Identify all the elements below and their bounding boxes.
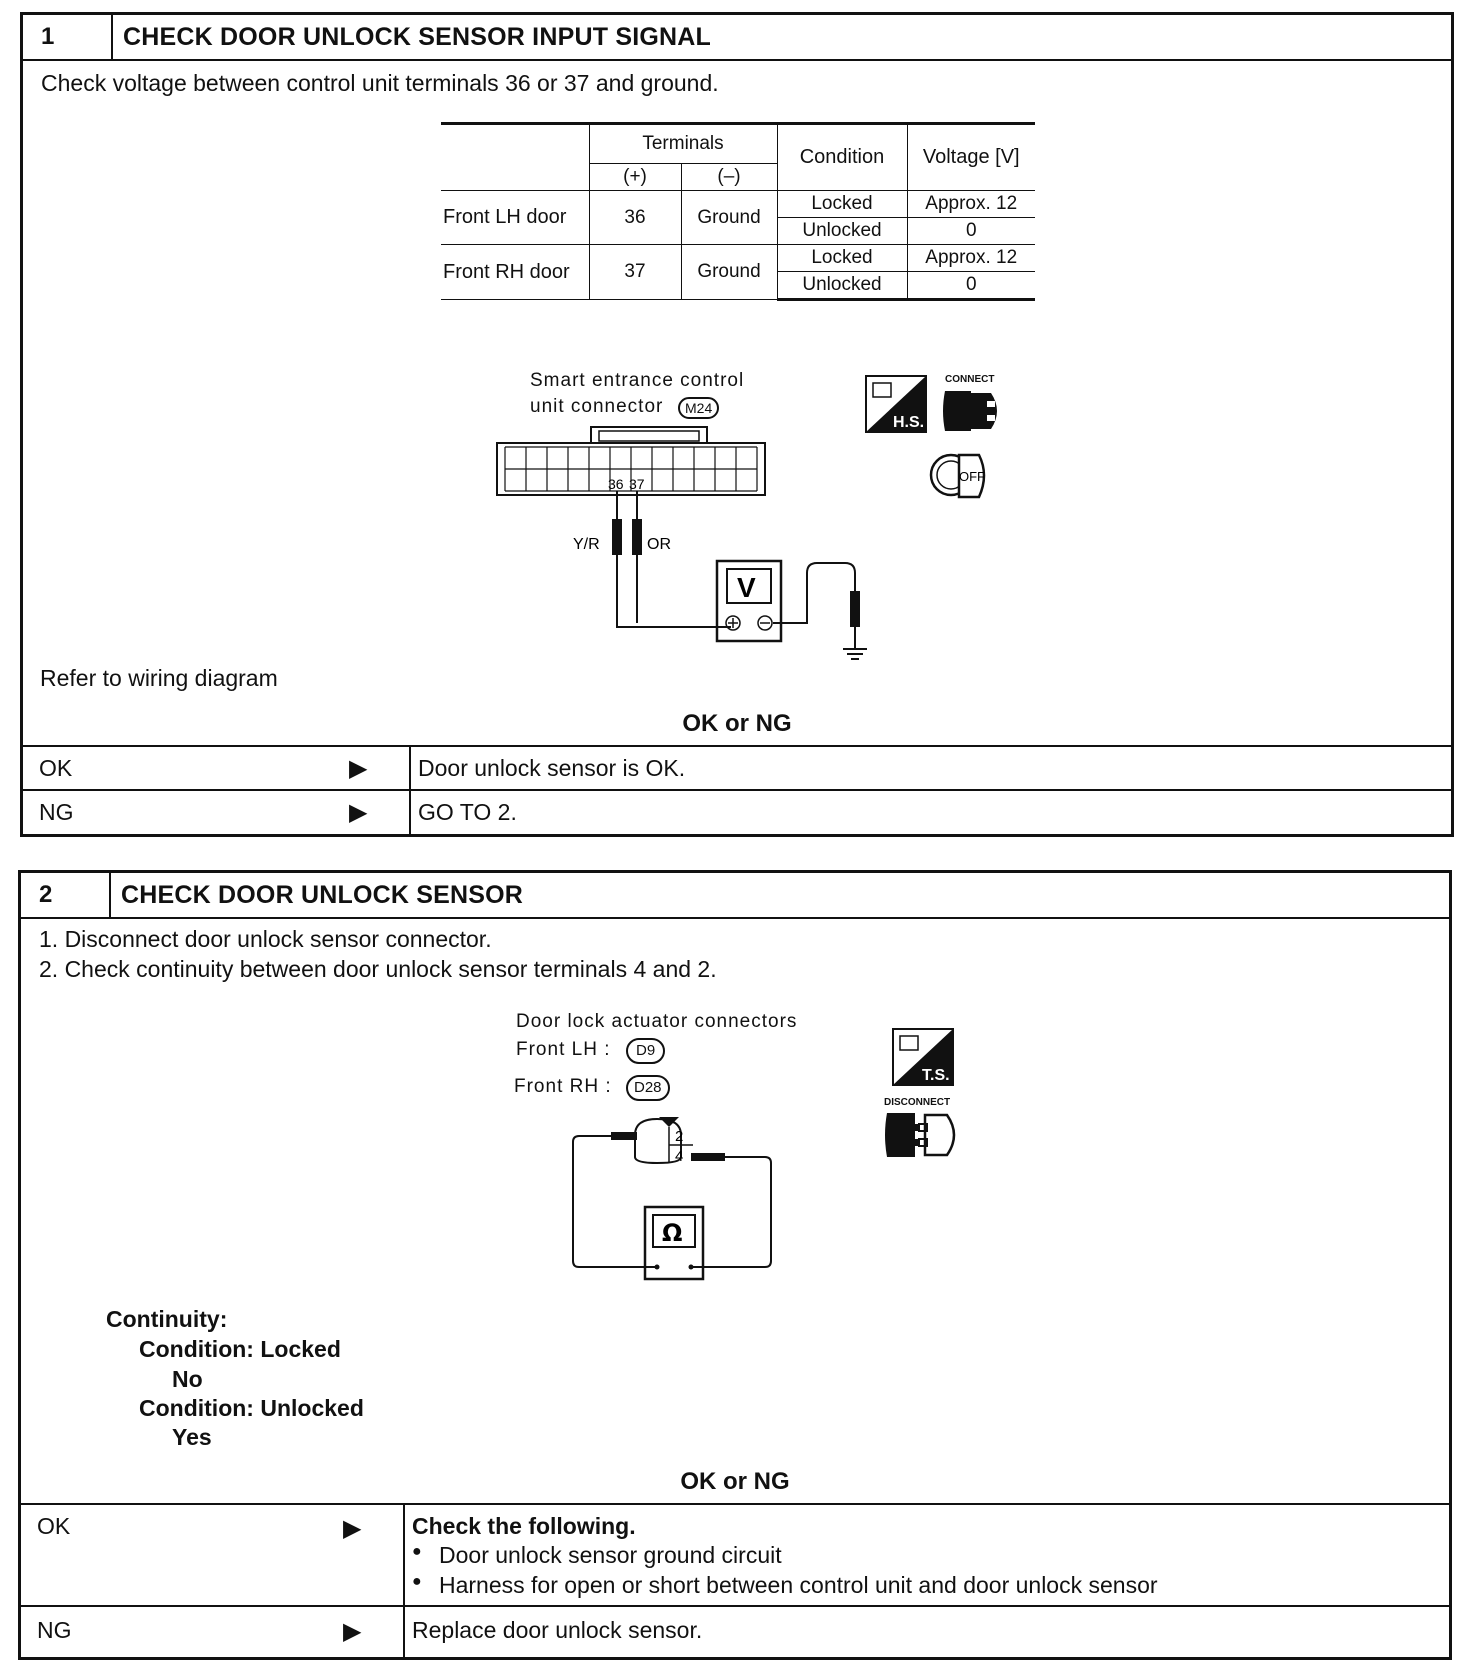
connect-icon [941,387,1007,435]
step1-number: 1 [23,15,113,59]
pin-2-label: 2 [675,1128,684,1145]
connect-icon-label: CONNECT [945,374,995,385]
result-ng-value: Replace door unlock sensor. [412,1617,703,1643]
row-rh-plus: 37 [589,245,681,300]
connector-label-line2: unit connector [530,396,664,417]
wire-yr-label: Y/R [573,536,600,553]
refer-wiring-diagram: Refer to wiring diagram [40,665,278,691]
disconnect-icon [883,1109,969,1161]
step2-box [18,870,1452,1660]
pin-4-label: 4 [675,1148,684,1165]
table-corner [441,124,589,191]
voltmeter-label: V [737,572,756,603]
step2-number: 2 [21,873,111,917]
step1-instruction: Check voltage between control unit terminals 36 or 37 and ground. [41,70,719,96]
connector-label-line1: Smart entrance control [530,370,745,391]
wire-or-label: OR [647,536,671,553]
result-ok-key: OK [39,755,73,781]
arrow-right-icon: ▶ [343,1515,362,1542]
arrow-right-icon: ▶ [349,799,368,826]
continuity-cond-unlocked: Condition: Unlocked [139,1395,364,1421]
front-lh-label: Front LH : [516,1039,611,1060]
ohmmeter-diagram [571,1111,801,1281]
header-voltage: Voltage [V] [907,124,1035,191]
row-lh-locked-v: Approx. 12 [907,191,1035,218]
step2-result-ng [21,1605,1449,1659]
front-rh-label: Front RH : [514,1076,612,1097]
step1-result-ok [23,745,1451,791]
row-rh-unlocked-v: 0 [907,272,1035,300]
result-ok-value: Door unlock sensor is OK. [418,755,686,781]
header-terminals: Terminals [589,124,777,164]
arrow-right-icon: ▶ [343,1618,362,1645]
result-ng-key: NG [37,1617,72,1643]
pin-37-label: 37 [629,476,645,492]
row-rh-locked: Locked [777,245,907,272]
disconnect-icon-label: DISCONNECT [884,1097,951,1108]
result-ng-key: NG [39,799,74,825]
result-ng-value: GO TO 2. [418,799,517,825]
front-lh-id-badge: D9 [626,1038,665,1064]
pin-36-label: 36 [608,476,624,492]
front-rh-id-badge: D28 [626,1075,670,1101]
result-ok-bullet-2: Harness for open or short between control unit and door unlock sensor [439,1572,1158,1598]
row-rh-door: Front RH door [441,245,589,300]
result-ok-value: Check the following. [412,1513,636,1539]
step1-result-ng [23,789,1451,836]
step2-instruction-1: 1. Disconnect door unlock sensor connector. [39,926,492,952]
row-lh-door: Front LH door [441,191,589,245]
ignition-off-icon [929,445,993,507]
step2-result-ok [21,1503,1449,1607]
step1-ok-or-ng: OK or NG [682,710,792,737]
bullet-icon: ● [412,1543,422,1560]
ts-icon [892,1028,954,1086]
arrow-right-icon: ▶ [349,755,368,782]
row-lh-locked: Locked [777,191,907,218]
ts-icon-label: T.S. [922,1067,950,1084]
continuity-title: Continuity: [106,1306,228,1332]
off-icon-label: OFF [959,469,985,484]
step2-ok-or-ng: OK or NG [680,1468,790,1495]
step1-header [23,15,1451,61]
ohmmeter-label: Ω [662,1219,683,1247]
bullet-icon: ● [412,1573,422,1590]
header-minus: (–) [681,164,777,191]
step1-title: CHECK DOOR UNLOCK SENSOR INPUT SIGNAL [123,23,711,51]
row-lh-minus: Ground [681,191,777,245]
continuity-val-no: No [172,1366,203,1392]
hs-icon [865,375,927,433]
actuator-connectors-label: Door lock actuator connectors [516,1011,798,1032]
row-lh-unlocked-v: 0 [907,218,1035,245]
row-lh-plus: 36 [589,191,681,245]
continuity-cond-locked: Condition: Locked [139,1336,341,1362]
row-rh-locked-v: Approx. 12 [907,245,1035,272]
row-lh-unlocked: Unlocked [777,218,907,245]
terminal-table [441,122,1035,301]
row-rh-unlocked: Unlocked [777,272,907,300]
step2-header [21,873,1449,919]
step2-title: CHECK DOOR UNLOCK SENSOR [121,881,524,909]
connector-id-badge: M24 [678,397,719,419]
header-condition: Condition [777,124,907,191]
result-ok-key: OK [37,1513,71,1539]
voltmeter-diagram [495,427,955,667]
row-rh-minus: Ground [681,245,777,300]
continuity-val-yes: Yes [172,1424,212,1450]
hs-icon-label: H.S. [893,414,925,431]
result-ok-bullet-1: Door unlock sensor ground circuit [439,1542,782,1568]
step1-box [20,12,1454,837]
step2-instruction-2: 2. Check continuity between door unlock sensor terminals 4 and 2. [39,956,717,982]
header-plus: (+) [589,164,681,191]
